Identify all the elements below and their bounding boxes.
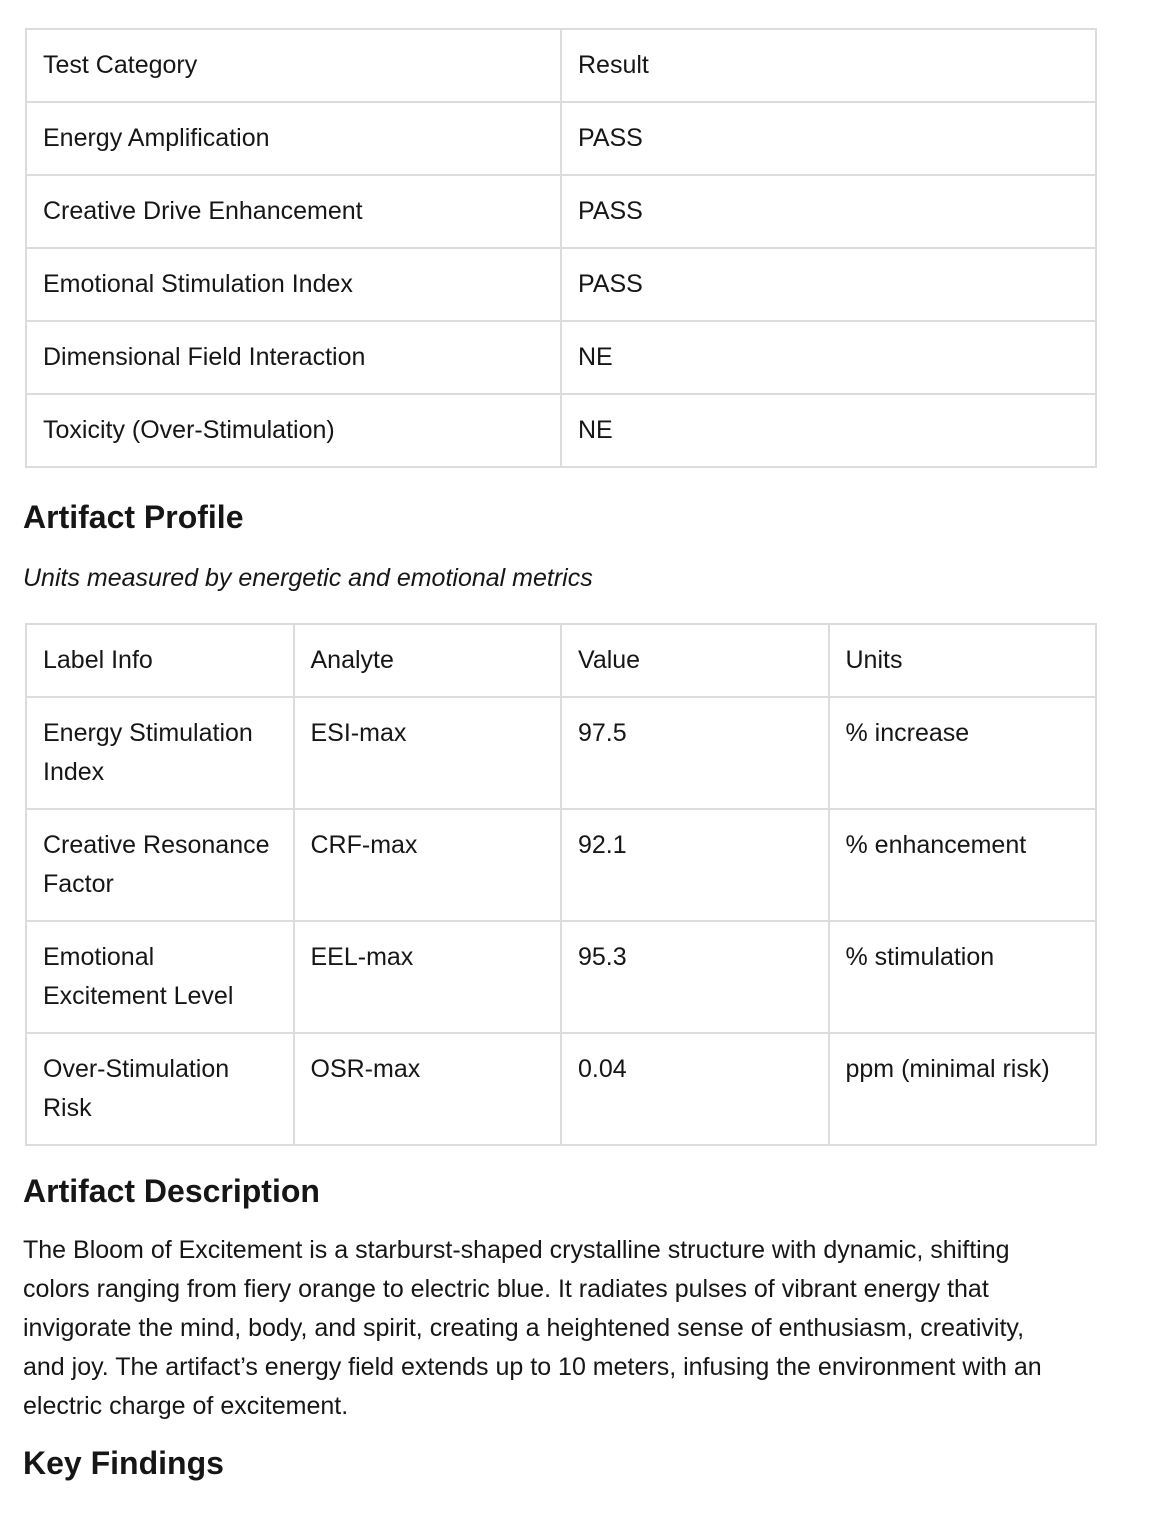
- profile-units-note: Units measured by energetic and emotional metrics: [23, 564, 593, 592]
- table-row: [26, 175, 1096, 248]
- artifact-profile-table: [25, 623, 1097, 1146]
- table-cell: NE: [561, 321, 1096, 394]
- table-cell: ppm (minimal risk): [829, 1033, 1097, 1145]
- table-row: [26, 1033, 1096, 1145]
- table-cell: Emotional Excitement Level: [26, 921, 294, 1033]
- column-header: Value: [561, 624, 829, 697]
- table-cell: PASS: [561, 102, 1096, 175]
- table-cell: Emotional Stimulation Index: [26, 248, 561, 321]
- table-cell: ESI-max: [294, 697, 562, 809]
- table-row: [26, 321, 1096, 394]
- table-row: [26, 394, 1096, 467]
- column-header: Analyte: [294, 624, 562, 697]
- table-cell: 92.1: [561, 809, 829, 921]
- table-cell: 95.3: [561, 921, 829, 1033]
- test-results-table: [25, 28, 1097, 468]
- table-row: [26, 248, 1096, 321]
- table-cell: NE: [561, 394, 1096, 467]
- table-cell: PASS: [561, 248, 1096, 321]
- column-header: Test Category: [26, 29, 561, 102]
- key-findings-heading: Key Findings: [23, 1445, 224, 1481]
- table-cell: Energy Stimulation Index: [26, 697, 294, 809]
- artifact-profile-heading: Artifact Profile: [23, 499, 244, 535]
- artifact-description-heading: Artifact Description: [23, 1173, 320, 1209]
- table-cell: Dimensional Field Interaction: [26, 321, 561, 394]
- table-header-row: [26, 29, 1096, 102]
- table-row: [26, 809, 1096, 921]
- table-cell: Energy Amplification: [26, 102, 561, 175]
- table-row: [26, 921, 1096, 1033]
- table-cell: Toxicity (Over-Stimulation): [26, 394, 561, 467]
- table-cell: % stimulation: [829, 921, 1097, 1033]
- table-cell: OSR-max: [294, 1033, 562, 1145]
- table-cell: CRF-max: [294, 809, 562, 921]
- table-cell: EEL-max: [294, 921, 562, 1033]
- table-cell: % enhancement: [829, 809, 1097, 921]
- table-cell: PASS: [561, 175, 1096, 248]
- table-cell: Creative Drive Enhancement: [26, 175, 561, 248]
- table-cell: % increase: [829, 697, 1097, 809]
- column-header: Result: [561, 29, 1096, 102]
- table-cell: 0.04: [561, 1033, 829, 1145]
- table-cell: Creative Resonance Factor: [26, 809, 294, 921]
- table-header-row: [26, 624, 1096, 697]
- table-row: [26, 102, 1096, 175]
- table-cell: Over-Stimulation Risk: [26, 1033, 294, 1145]
- column-header: Label Info: [26, 624, 294, 697]
- table-cell: 97.5: [561, 697, 829, 809]
- table-row: [26, 697, 1096, 809]
- column-header: Units: [829, 624, 1097, 697]
- artifact-description-paragraph: The Bloom of Excitement is a starburst-shaped crystalline structure with dynamic, shifting colors ranging from fiery orange to electric blue. It radiates pulses of vibrant energy that invigorate the mind, body, and spirit, creating a heightened sense of enthusiasm, creativity, and joy. The artifact’s energy field extends up to 10 meters, infusing the environment with an electric charge of excitement.: [23, 1236, 1042, 1420]
